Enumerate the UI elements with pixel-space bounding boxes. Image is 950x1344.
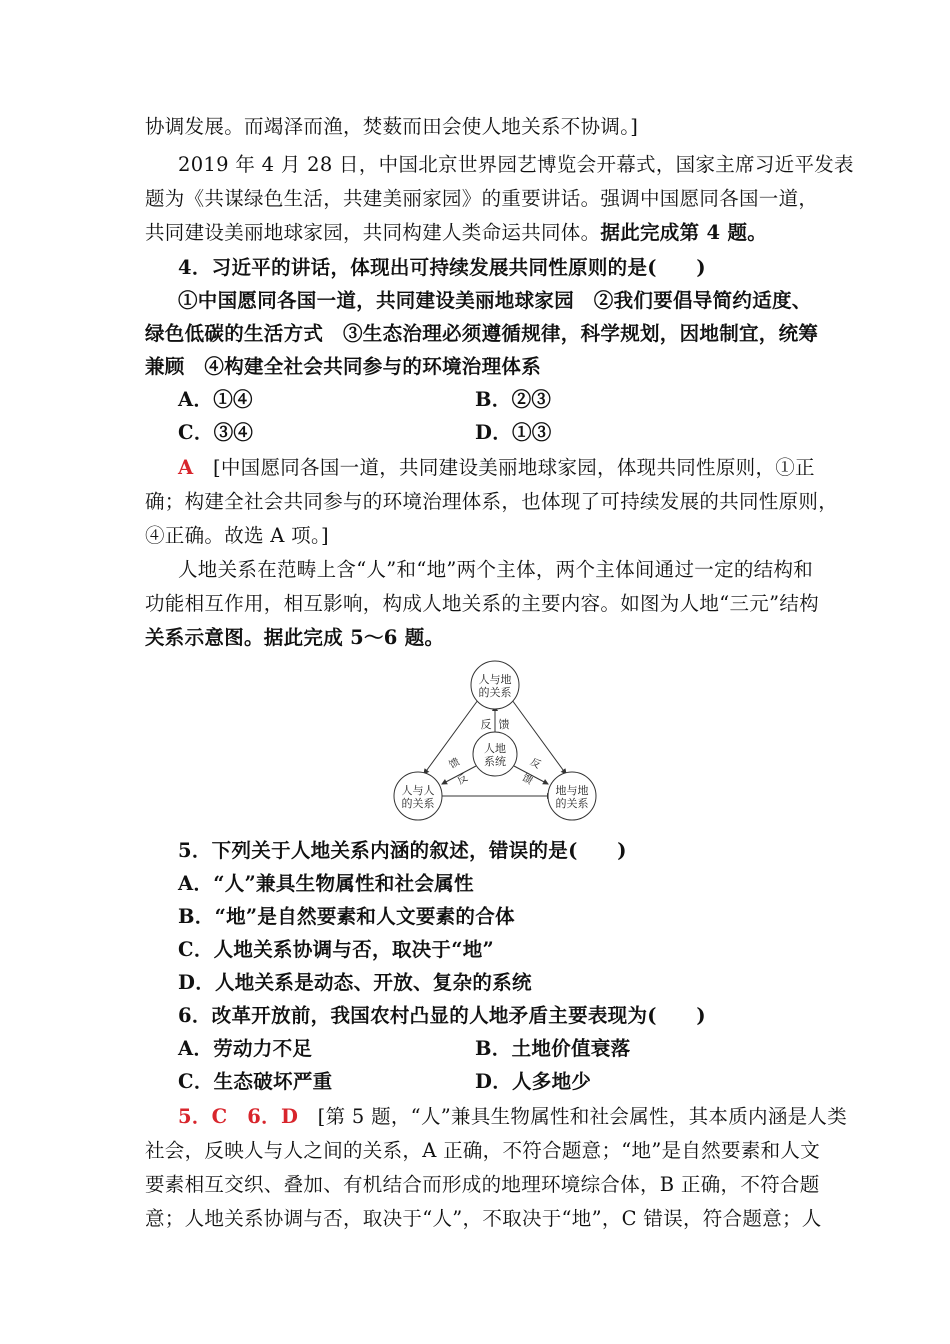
q4-explanation-text: [中国愿同各国一道，共同建设美丽地球家园，体现共同性原则，①正	[212, 456, 815, 479]
continued-explanation: 协调发展。而竭泽而渔，焚薮而田会使人地关系不协调。]	[145, 115, 639, 138]
left-node-label-1: 人与人	[401, 785, 435, 797]
q4-statement-line1: ①中国愿同各国一道，共同建设美丽地球家园 ②我们要倡导简约适度、	[178, 289, 812, 312]
ans56-line1	[178, 1100, 847, 1133]
q5-option-a: A．“人”兼具生物属性和社会属性	[178, 872, 474, 895]
q6-option-b: B．土地价值衰落	[475, 1037, 631, 1060]
feedback-top-1: 反	[480, 719, 492, 731]
ans56-line4: 意；人地关系协调与否，取决于“人”，不取决于“地”，C 错误，符合题意；人	[145, 1207, 822, 1230]
q4-answer: A	[178, 456, 194, 479]
q4-explanation-line1	[178, 451, 815, 484]
passage1-instruction: 据此完成第 4 题。	[600, 221, 768, 244]
passage2-line1: 人地关系在范畴上含“人”和“地”两个主体，两个主体间通过一定的结构和	[178, 558, 814, 581]
q5-option-b: B．“地”是自然要素和人文要素的合体	[178, 905, 515, 928]
q4-explanation-line2: 确；构建全社会共同参与的环境治理体系，也体现了可持续发展的共同性原则，	[145, 490, 839, 513]
q4-option-b: B．②③	[475, 388, 552, 411]
q4-option-d: D．①③	[475, 421, 552, 444]
q4-option-row1	[178, 383, 253, 416]
top-node-label-2: 的关系	[478, 687, 512, 699]
q6-option-d: D．人多地少	[475, 1070, 592, 1093]
center-node-label-1: 人地	[484, 743, 506, 755]
q4-option-c: C．③④	[178, 421, 254, 444]
ans56-explanation-text: [第 5 题，“人”兼具生物属性和社会属性，其本质内涵是人类	[317, 1105, 848, 1128]
center-node-label-2: 系统	[484, 756, 506, 768]
passage1-line2: 题为《共谋绿色生活，共建美丽家园》的重要讲话。强调中国愿同各国一道，	[145, 187, 819, 210]
q6-stem: 6．改革开放前，我国农村凸显的人地矛盾主要表现为( )	[178, 1004, 706, 1027]
passage2-line3: 关系示意图。据此完成 5～6 题。	[145, 626, 445, 649]
q6-option-c: C．生态破坏严重	[178, 1070, 333, 1093]
feedback-left-2: 反	[455, 772, 470, 788]
q4-statement-line3: 兼顾 ④构建全社会共同参与的环境治理体系	[145, 355, 542, 378]
human-earth-ternary-diagram	[390, 658, 600, 823]
q4-stem: 4．习近平的讲话，体现出可持续发展共同性原则的是( )	[178, 256, 706, 279]
feedback-top-2: 馈	[498, 719, 510, 731]
right-node-label-2: 的关系	[555, 798, 589, 810]
top-node-label-1: 人与地	[478, 674, 512, 686]
left-node-label-2: 的关系	[401, 798, 435, 810]
q5-option-d: D．人地关系是动态、开放、复杂的系统	[178, 971, 532, 994]
q5-option-c: C．人地关系协调与否，取决于“地”	[178, 938, 495, 961]
feedback-left-1: 馈	[447, 756, 462, 772]
passage1-line3	[145, 216, 767, 249]
passage1-line1: 2019 年 4 月 28 日，中国北京世界园艺博览会开幕式，国家主席习近平发表	[178, 153, 854, 176]
q4-statement-line2: 绿色低碳的生活方式 ③生态治理必须遵循规律，科学规划，因地制宜，统筹	[145, 322, 819, 345]
q4-option-a: A．①④	[178, 388, 253, 411]
feedback-right-1: 反	[528, 756, 543, 772]
q6-option-a: A．劳动力不足	[178, 1037, 313, 1060]
ans56-answer: 5．C 6．D	[178, 1105, 299, 1128]
ans56-line2: 社会，反映人与人之间的关系，A 正确，不符合题意；“地”是自然要素和人文	[145, 1139, 821, 1162]
ans56-line3: 要素相互交织、叠加、有机结合而形成的地理环境综合体，B 正确，不符合题	[145, 1173, 820, 1196]
q5-stem: 5．下列关于人地关系内涵的叙述，错误的是( )	[178, 839, 627, 862]
passage1-line3-text: 共同建设美丽地球家园，共同构建人类命运共同体。	[145, 221, 601, 244]
right-node-label-1: 地与地	[555, 785, 589, 797]
passage2-line2: 功能相互作用，相互影响，构成人地关系的主要内容。如图为人地“三元”结构	[145, 592, 819, 615]
q4-explanation-line3: ④正确。故选 A 项。]	[145, 524, 329, 547]
feedback-right-2: 馈	[520, 772, 535, 788]
